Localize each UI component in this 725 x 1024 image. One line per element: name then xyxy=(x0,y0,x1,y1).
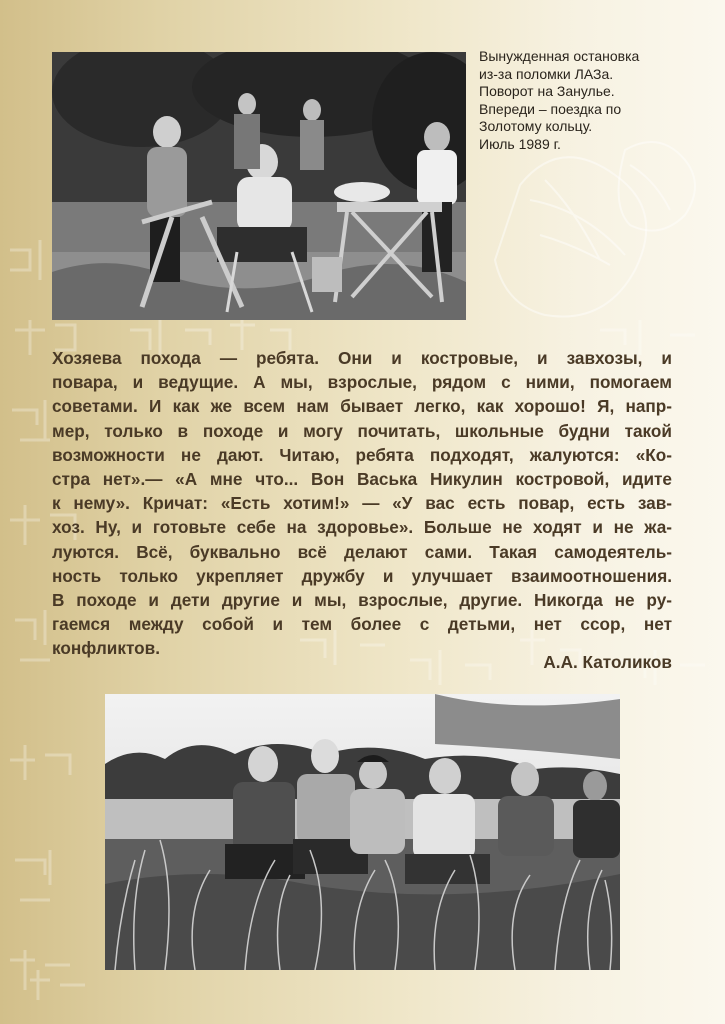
body-line: конфликтов. xyxy=(52,638,160,659)
author-signature: А.А. Католиков xyxy=(543,652,672,672)
body-line: ность только укрепляет дружбу и улучшает взаимоотношения. xyxy=(52,565,672,586)
photo-group-lakeside xyxy=(105,694,620,970)
body-line: хоз. Ну, и готовьте себе на здоровье». Больше не ходят и не жа- xyxy=(52,517,672,538)
caption-line: Поворот на Занулье. xyxy=(479,83,615,99)
body-line: мер, только в походе и могу почитать, школьные будни такой xyxy=(52,420,672,441)
body-line: советами. И как же всем нам бывает легко, как хорошо! Я, напр- xyxy=(52,396,672,417)
article-body xyxy=(52,346,672,661)
caption-line: Золотому кольцу. xyxy=(479,118,593,134)
caption-line: Июль 1989 г. xyxy=(479,135,561,152)
body-line: возможности не дают. Читаю, ребята подходят, жалуются: «Ко- xyxy=(52,444,672,465)
caption-line: из-за поломки ЛАЗа. xyxy=(479,65,614,82)
photo-camp-stop xyxy=(52,52,466,320)
caption-line: Вынужденная остановка xyxy=(479,48,640,64)
caption-line: Впереди – поездка по xyxy=(479,100,622,117)
body-line: луются. Всё, буквально всё делают сами. Такая самодеятель- xyxy=(52,541,672,562)
body-line: к нему». Кричат: «Есть хотим!» — «У вас есть повар, есть зав- xyxy=(52,493,672,514)
body-line: Хозяева похода — ребята. Они и костровые, и завхозы, и xyxy=(52,348,672,368)
photo-caption xyxy=(479,48,679,153)
body-line: повара, и ведущие. А мы, взрослые, рядом с ними, помогаем xyxy=(52,372,672,393)
body-line: В походе и дети другие и мы, взрослые, другие. Никогда не ру- xyxy=(52,590,672,611)
body-line: стра нет».— «А мне что... Вон Васька Никулин костровой, идите xyxy=(52,469,672,490)
body-line: гаемся между собой и тем более с детьми, нет ссор, нет xyxy=(52,614,672,635)
